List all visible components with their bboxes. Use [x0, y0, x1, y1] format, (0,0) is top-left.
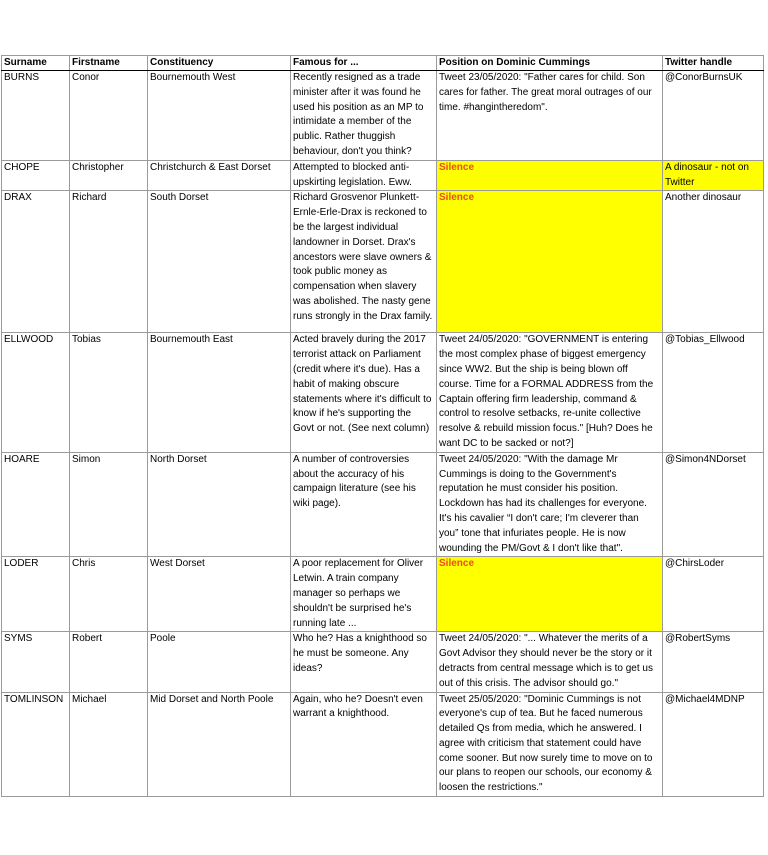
- firstname-cell: Tobias: [70, 333, 148, 452]
- header-position: Position on Dominic Cummings: [437, 56, 663, 71]
- constituency-cell: Poole: [148, 632, 291, 692]
- famous-for-cell: A poor replacement for Oliver Letwin. A train company manager so perhaps we shouldn't be surprised he's running late ...: [291, 557, 437, 632]
- table-row: [2, 632, 764, 692]
- firstname-cell: Richard: [70, 191, 148, 333]
- constituency-cell: Christchurch & East Dorset: [148, 160, 291, 191]
- twitter-cell: Another dinosaur: [663, 191, 764, 333]
- firstname-cell: Christopher: [70, 160, 148, 191]
- position-cell-highlighted: [437, 557, 663, 632]
- header-surname: Surname: [2, 56, 70, 71]
- surname-cell: CHOPE: [2, 160, 70, 191]
- surname-cell: DRAX: [2, 191, 70, 333]
- twitter-cell: @ChirsLoder: [663, 557, 764, 632]
- firstname-cell: Simon: [70, 452, 148, 557]
- position-cell-highlighted: [437, 160, 663, 191]
- position-cell: Tweet 25/05/2020: "Dominic Cummings is not everyone's cup of tea. But he faced numerous detailed Qs from media, which he answered. I agree with criticism that statement could have come sooner. But now surely time to move on to our plans to reopen our schools, our economy & loosen the restrictions.": [437, 692, 663, 797]
- famous-for-cell: A number of controversies about the accuracy of his campaign literature (see his wiki page).: [291, 452, 437, 557]
- constituency-cell: Mid Dorset and North Poole: [148, 692, 291, 797]
- position-cell: Tweet 24/05/2020: "GOVERNMENT is entering the most complex phase of biggest emergency since WW2. But the ship is being blown off course. Time for a FORMAL ADDRESS from the Captain offering firm leadership, command & control to resolve setbacks, re-unite collective resolve & rebuild mission focus." [Huh? Does he want DC to be sacked or not?]: [437, 333, 663, 452]
- position-cell: Tweet 23/05/2020: "Father cares for child. Son cares for father. The great moral outrages of our time. #hangintheredom".: [437, 71, 663, 161]
- position-cell-highlighted: [437, 191, 663, 333]
- twitter-cell-highlighted: A dinosaur - not on Twitter: [663, 160, 764, 191]
- table-row: [2, 692, 764, 797]
- twitter-cell: @Tobias_Ellwood: [663, 333, 764, 452]
- twitter-cell: @Michael4MDNP: [663, 692, 764, 797]
- header-firstname: Firstname: [70, 56, 148, 71]
- surname-cell: BURNS: [2, 71, 70, 161]
- constituency-cell: Bournemouth East: [148, 333, 291, 452]
- table-row: [2, 191, 764, 333]
- famous-for-cell: Acted bravely during the 2017 terrorist attack on Parliament (credit where it's due). Has a habit of making obscure statements where it's difficult to know if he's supporting the Govt or not. (See next column): [291, 333, 437, 452]
- constituency-cell: West Dorset: [148, 557, 291, 632]
- table-row: [2, 71, 764, 161]
- silence-label: Silence: [439, 192, 475, 204]
- surname-cell: SYMS: [2, 632, 70, 692]
- table-row: [2, 452, 764, 557]
- surname-cell: HOARE: [2, 452, 70, 557]
- constituency-cell: North Dorset: [148, 452, 291, 557]
- famous-for-cell: Attempted to blocked anti-upskirting legislation. Eww.: [291, 160, 437, 191]
- table-row: [2, 557, 764, 632]
- header-constituency: Constituency: [148, 56, 291, 71]
- mp-table: [1, 55, 764, 797]
- surname-cell: ELLWOOD: [2, 333, 70, 452]
- firstname-cell: Conor: [70, 71, 148, 161]
- table-row: [2, 333, 764, 452]
- firstname-cell: Robert: [70, 632, 148, 692]
- twitter-cell: @Simon4NDorset: [663, 452, 764, 557]
- famous-for-cell: Who he? Has a knighthood so he must be someone. Any ideas?: [291, 632, 437, 692]
- constituency-cell: South Dorset: [148, 191, 291, 333]
- famous-for-cell: Again, who he? Doesn't even warrant a knighthood.: [291, 692, 437, 797]
- header-row: [2, 56, 764, 71]
- constituency-cell: Bournemouth West: [148, 71, 291, 161]
- famous-for-cell: Richard Grosvenor Plunkett-Ernle-Erle-Drax is reckoned to be the largest individual landowner in Dorset. Drax's ancestors were slave owners & took public money as compensation when slavery was abolished. The nasty gene runs strongly in the Drax family.: [291, 191, 437, 333]
- twitter-cell: @RobertSyms: [663, 632, 764, 692]
- firstname-cell: Chris: [70, 557, 148, 632]
- surname-cell: LODER: [2, 557, 70, 632]
- position-cell: Tweet 24/05/2020: "With the damage Mr Cummings is doing to the Government's reputation he must consider his position. Lockdown has had its challenges for everyone. It's his cavalier “I don't care; I'm cleverer than you” tone that infuriates people. He is now wounding the PM/Govt & I don't like that".: [437, 452, 663, 557]
- table-row: [2, 160, 764, 191]
- header-famous-for: Famous for ...: [291, 56, 437, 71]
- silence-label: Silence: [439, 161, 475, 173]
- twitter-cell: @ConorBurnsUK: [663, 71, 764, 161]
- header-twitter: Twitter handle: [663, 56, 764, 71]
- silence-label: Silence: [439, 558, 475, 570]
- famous-for-cell: Recently resigned as a trade minister after it was found he used his position as an MP to intimidate a member of the public. Rather thuggish behaviour, don't you think?: [291, 71, 437, 161]
- position-cell: Tweet 24/05/2020: "... Whatever the merits of a Govt Advisor they should never be the story or it detracts from central message which is to get us out of this crisis. The advisor should go.": [437, 632, 663, 692]
- surname-cell: TOMLINSON: [2, 692, 70, 797]
- firstname-cell: Michael: [70, 692, 148, 797]
